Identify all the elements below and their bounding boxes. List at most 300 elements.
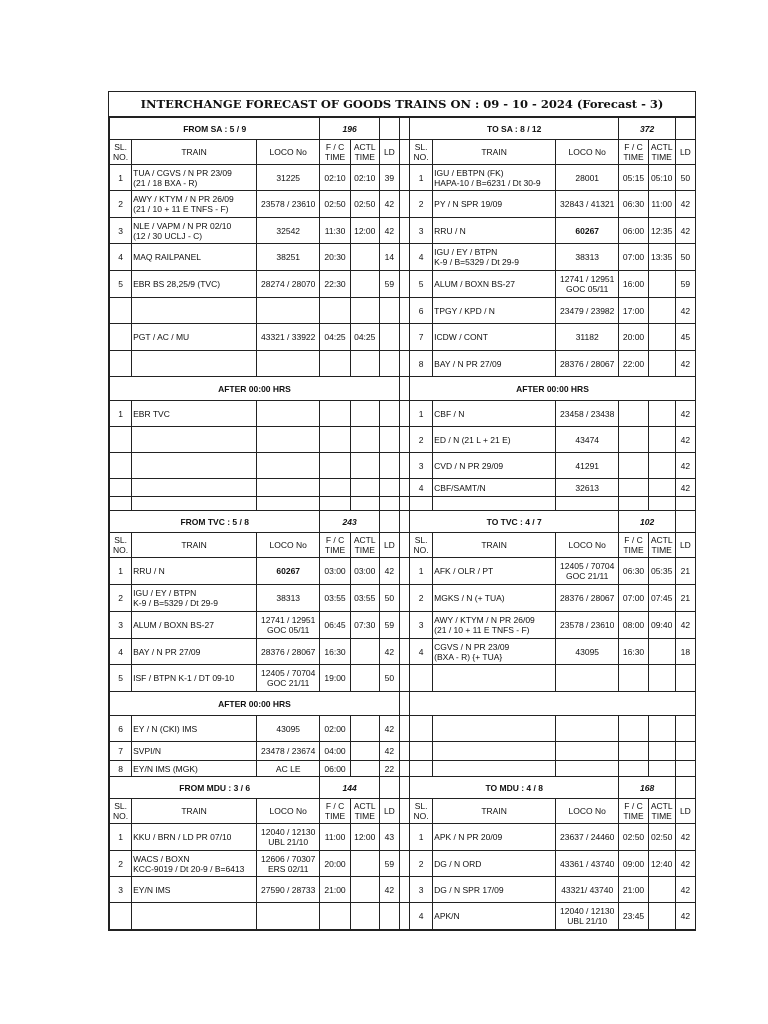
left-train-cell: PGT / AC / MU xyxy=(132,324,257,351)
right-fc-time-cell xyxy=(619,427,648,453)
left-train-cell xyxy=(132,453,257,479)
left-loco-cell xyxy=(256,453,319,479)
right-train-cell: CGVS / N PR 23/09 (BXA - R) {+ TUA} xyxy=(433,639,556,665)
gap-cell xyxy=(399,218,409,244)
left-fc-time-cell xyxy=(320,497,350,511)
left-actl-time-cell xyxy=(350,351,379,377)
left-sl-cell: 5 xyxy=(110,271,132,298)
left-actl-time-cell xyxy=(350,903,379,930)
right-actl-time-cell xyxy=(648,271,675,298)
left-ld-cell: 59 xyxy=(379,612,399,639)
left-fc-time-cell: 19:00 xyxy=(320,665,350,692)
header-loco: LOCO No xyxy=(556,140,619,165)
left-ld-cell: 22 xyxy=(379,761,399,777)
left-sl-cell xyxy=(110,351,132,377)
table-row xyxy=(110,851,696,877)
left-fc-time-cell xyxy=(320,401,350,427)
right-actl-time-cell xyxy=(648,324,675,351)
header-actl: ACTL TIME xyxy=(350,799,379,824)
left-fc-time-cell: 20:30 xyxy=(320,244,350,271)
left-fc-time-cell: 04:00 xyxy=(320,742,350,761)
right-sl-cell: 4 xyxy=(410,903,433,930)
left-ld-cell xyxy=(379,401,399,427)
left-loco-cell: 28274 / 28070 xyxy=(256,271,319,298)
right-fc-time-cell: 06:00 xyxy=(619,218,648,244)
right-sl-cell xyxy=(410,665,433,692)
left-fc-time-cell: 02:10 xyxy=(320,165,350,191)
gap-cell xyxy=(399,824,409,851)
gap-cell xyxy=(399,401,409,427)
left-actl-time-cell xyxy=(350,453,379,479)
right-sl-cell: 3 xyxy=(410,612,433,639)
section-title-left: FROM SA : 5 / 9 xyxy=(110,118,320,140)
left-loco-cell: 38251 xyxy=(256,244,319,271)
blank-cell xyxy=(675,777,695,799)
header-fc: F / C TIME xyxy=(320,140,350,165)
left-train-cell: EBR TVC xyxy=(132,401,257,427)
right-ld-cell: 50 xyxy=(675,244,695,271)
right-fc-time-cell: 16:30 xyxy=(619,639,648,665)
left-train-cell xyxy=(132,497,257,511)
right-loco-cell: 43474 xyxy=(556,427,619,453)
left-ld-cell: 42 xyxy=(379,558,399,585)
left-actl-time-cell xyxy=(350,851,379,877)
left-actl-time-cell: 03:55 xyxy=(350,585,379,612)
right-sl-cell: 4 xyxy=(410,639,433,665)
header-loco: LOCO No xyxy=(556,799,619,824)
left-loco-cell: 23578 / 23610 xyxy=(256,191,319,218)
left-train-cell xyxy=(132,479,257,497)
left-ld-cell: 42 xyxy=(379,191,399,218)
left-fc-time-cell xyxy=(320,427,350,453)
left-sl-cell xyxy=(110,497,132,511)
left-actl-time-cell: 02:50 xyxy=(350,191,379,218)
left-sl-cell xyxy=(110,298,132,324)
left-sl-cell xyxy=(110,427,132,453)
header-actl: ACTL TIME xyxy=(350,533,379,558)
right-sl-cell: 6 xyxy=(410,298,433,324)
header-loco: LOCO No xyxy=(256,799,319,824)
right-loco-cell: 41291 xyxy=(556,453,619,479)
right-actl-time-cell: 07:45 xyxy=(648,585,675,612)
gap-cell xyxy=(399,165,409,191)
header-actl: ACTL TIME xyxy=(648,799,675,824)
right-train-cell xyxy=(433,665,556,692)
right-actl-time-cell xyxy=(648,351,675,377)
gap-cell xyxy=(399,612,409,639)
left-train-cell: AWY / KTYM / N PR 26/09 (21 / 10 + 11 E TNFS - F) xyxy=(132,191,257,218)
table-row xyxy=(110,118,696,140)
table-row xyxy=(110,271,696,298)
section-total-left: 196 xyxy=(320,118,379,140)
after-label-right xyxy=(410,692,696,716)
right-actl-time-cell xyxy=(648,716,675,742)
left-actl-time-cell xyxy=(350,665,379,692)
left-actl-time-cell: 03:00 xyxy=(350,558,379,585)
right-loco-cell: 31182 xyxy=(556,324,619,351)
right-train-cell: AFK / OLR / PT xyxy=(433,558,556,585)
left-actl-time-cell xyxy=(350,742,379,761)
left-ld-cell: 42 xyxy=(379,639,399,665)
left-actl-time-cell: 12:00 xyxy=(350,218,379,244)
right-train-cell: DG / N ORD xyxy=(433,851,556,877)
header-sl: SL. NO. xyxy=(410,533,433,558)
right-sl-cell xyxy=(410,716,433,742)
right-train-cell: IGU / EY / BTPN K-9 / B=5329 / Dt 29-9 xyxy=(433,244,556,271)
left-sl-cell: 8 xyxy=(110,761,132,777)
right-fc-time-cell: 09:00 xyxy=(619,851,648,877)
left-actl-time-cell: 02:10 xyxy=(350,165,379,191)
left-fc-time-cell: 06:45 xyxy=(320,612,350,639)
left-train-cell: IGU / EY / BTPN K-9 / B=5329 / Dt 29-9 xyxy=(132,585,257,612)
right-ld-cell xyxy=(675,497,695,511)
gap-cell xyxy=(399,903,409,930)
left-train-cell: EY/N IMS xyxy=(132,877,257,903)
right-fc-time-cell: 22:00 xyxy=(619,351,648,377)
right-fc-time-cell xyxy=(619,665,648,692)
gap-cell xyxy=(399,777,409,799)
right-sl-cell: 4 xyxy=(410,244,433,271)
right-loco-cell: 12741 / 12951 GOC 05/11 xyxy=(556,271,619,298)
right-loco-cell: 32843 / 41321 xyxy=(556,191,619,218)
left-loco-cell: 43321 / 33922 xyxy=(256,324,319,351)
gap-cell xyxy=(399,324,409,351)
table-row xyxy=(110,761,696,777)
right-actl-time-cell xyxy=(648,401,675,427)
left-sl-cell xyxy=(110,479,132,497)
right-train-cell: TPGY / KPD / N xyxy=(433,298,556,324)
header-fc: F / C TIME xyxy=(619,140,648,165)
left-actl-time-cell xyxy=(350,716,379,742)
table-row xyxy=(110,377,696,401)
left-ld-cell xyxy=(379,479,399,497)
right-actl-time-cell xyxy=(648,497,675,511)
header-train: TRAIN xyxy=(132,533,257,558)
table-row xyxy=(110,165,696,191)
right-fc-time-cell: 16:00 xyxy=(619,271,648,298)
table-row xyxy=(110,558,696,585)
right-fc-time-cell: 06:30 xyxy=(619,191,648,218)
header-train: TRAIN xyxy=(132,140,257,165)
right-actl-time-cell xyxy=(648,903,675,930)
right-fc-time-cell: 20:00 xyxy=(619,324,648,351)
page-title: INTERCHANGE FORECAST OF GOODS TRAINS ON : 09 - 10 - 2024 (Forecast - 3) xyxy=(109,92,695,117)
header-train: TRAIN xyxy=(433,533,556,558)
right-ld-cell: 42 xyxy=(675,427,695,453)
right-loco-cell: 43321/ 43740 xyxy=(556,877,619,903)
forecast-sheet xyxy=(108,91,696,931)
right-loco-cell: 23578 / 23610 xyxy=(556,612,619,639)
right-actl-time-cell xyxy=(648,665,675,692)
left-loco-cell xyxy=(256,903,319,930)
left-sl-cell: 1 xyxy=(110,558,132,585)
right-actl-time-cell xyxy=(648,761,675,777)
section-title-right: TO TVC : 4 / 7 xyxy=(410,511,619,533)
left-ld-cell: 39 xyxy=(379,165,399,191)
right-ld-cell xyxy=(675,716,695,742)
gap-cell xyxy=(399,511,409,533)
right-loco-cell: 60267 xyxy=(556,218,619,244)
left-ld-cell xyxy=(379,351,399,377)
header-loco: LOCO No xyxy=(556,533,619,558)
left-ld-cell xyxy=(379,453,399,479)
left-actl-time-cell xyxy=(350,639,379,665)
right-actl-time-cell: 13:35 xyxy=(648,244,675,271)
right-fc-time-cell xyxy=(619,453,648,479)
table-row xyxy=(110,533,696,558)
right-train-cell: BAY / N PR 27/09 xyxy=(433,351,556,377)
left-actl-time-cell xyxy=(350,244,379,271)
right-train-cell: ED / N (21 L + 21 E) xyxy=(433,427,556,453)
right-ld-cell: 42 xyxy=(675,191,695,218)
right-loco-cell xyxy=(556,716,619,742)
left-train-cell xyxy=(132,427,257,453)
header-fc: F / C TIME xyxy=(320,533,350,558)
right-sl-cell: 1 xyxy=(410,165,433,191)
right-loco-cell: 43361 / 43740 xyxy=(556,851,619,877)
table-row xyxy=(110,742,696,761)
right-sl-cell xyxy=(410,497,433,511)
right-loco-cell: 28376 / 28067 xyxy=(556,351,619,377)
right-train-cell xyxy=(433,761,556,777)
right-sl-cell: 4 xyxy=(410,479,433,497)
left-actl-time-cell xyxy=(350,877,379,903)
right-sl-cell: 1 xyxy=(410,401,433,427)
right-sl-cell xyxy=(410,761,433,777)
left-actl-time-cell xyxy=(350,427,379,453)
blank-cell xyxy=(675,511,695,533)
left-actl-time-cell xyxy=(350,497,379,511)
left-train-cell: ALUM / BOXN BS-27 xyxy=(132,612,257,639)
left-ld-cell xyxy=(379,298,399,324)
table-row xyxy=(110,903,696,930)
left-loco-cell xyxy=(256,298,319,324)
left-train-cell xyxy=(132,903,257,930)
table-row xyxy=(110,351,696,377)
left-ld-cell: 59 xyxy=(379,851,399,877)
right-sl-cell: 3 xyxy=(410,877,433,903)
right-loco-cell: 38313 xyxy=(556,244,619,271)
left-loco-cell: AC LE xyxy=(256,761,319,777)
table-row xyxy=(110,511,696,533)
left-ld-cell: 42 xyxy=(379,716,399,742)
header-ld: LD xyxy=(675,799,695,824)
right-ld-cell: 42 xyxy=(675,351,695,377)
right-sl-cell: 1 xyxy=(410,824,433,851)
left-fc-time-cell xyxy=(320,479,350,497)
left-fc-time-cell xyxy=(320,298,350,324)
left-sl-cell: 2 xyxy=(110,191,132,218)
left-loco-cell xyxy=(256,427,319,453)
header-fc: F / C TIME xyxy=(619,533,648,558)
left-loco-cell: 12741 / 12951 GOC 05/11 xyxy=(256,612,319,639)
left-train-cell xyxy=(132,351,257,377)
left-fc-time-cell xyxy=(320,453,350,479)
right-actl-time-cell: 11:00 xyxy=(648,191,675,218)
blank-cell xyxy=(379,511,399,533)
header-sl: SL. NO. xyxy=(410,140,433,165)
table-row xyxy=(110,585,696,612)
right-train-cell: APK / N PR 20/09 xyxy=(433,824,556,851)
left-train-cell xyxy=(132,298,257,324)
right-actl-time-cell xyxy=(648,877,675,903)
section-total-right: 102 xyxy=(619,511,675,533)
gap-cell xyxy=(399,742,409,761)
left-sl-cell: 2 xyxy=(110,851,132,877)
right-loco-cell: 23458 / 23438 xyxy=(556,401,619,427)
header-ld: LD xyxy=(379,533,399,558)
blank-cell xyxy=(675,118,695,140)
right-loco-cell: 12405 / 70704 GOC 21/11 xyxy=(556,558,619,585)
left-train-cell: EBR BS 28,25/9 (TVC) xyxy=(132,271,257,298)
blank-cell xyxy=(379,118,399,140)
right-fc-time-cell: 07:00 xyxy=(619,585,648,612)
after-label-left: AFTER 00:00 HRS xyxy=(110,377,400,401)
header-actl: ACTL TIME xyxy=(648,533,675,558)
left-actl-time-cell xyxy=(350,271,379,298)
table-row xyxy=(110,497,696,511)
left-actl-time-cell: 12:00 xyxy=(350,824,379,851)
right-ld-cell: 42 xyxy=(675,877,695,903)
gap-cell xyxy=(399,118,409,140)
left-loco-cell xyxy=(256,351,319,377)
left-fc-time-cell: 03:00 xyxy=(320,558,350,585)
right-actl-time-cell xyxy=(648,427,675,453)
right-train-cell xyxy=(433,716,556,742)
right-loco-cell xyxy=(556,761,619,777)
left-fc-time-cell xyxy=(320,351,350,377)
left-ld-cell: 42 xyxy=(379,218,399,244)
right-train-cell: RRU / N xyxy=(433,218,556,244)
section-total-right: 372 xyxy=(619,118,675,140)
gap-cell xyxy=(399,716,409,742)
table-row xyxy=(110,877,696,903)
header-loco: LOCO No xyxy=(256,533,319,558)
blank-cell xyxy=(379,777,399,799)
right-fc-time-cell: 17:00 xyxy=(619,298,648,324)
table-row xyxy=(110,692,696,716)
right-actl-time-cell: 09:40 xyxy=(648,612,675,639)
gap-cell xyxy=(399,692,409,716)
right-ld-cell: 50 xyxy=(675,165,695,191)
gap-cell xyxy=(399,558,409,585)
header-loco: LOCO No xyxy=(256,140,319,165)
header-ld: LD xyxy=(379,799,399,824)
gap-cell xyxy=(399,639,409,665)
right-ld-cell: 42 xyxy=(675,851,695,877)
left-sl-cell: 2 xyxy=(110,585,132,612)
right-actl-time-cell: 05:35 xyxy=(648,558,675,585)
left-loco-cell: 12040 / 12130 UBL 21/10 xyxy=(256,824,319,851)
right-ld-cell xyxy=(675,742,695,761)
gap-cell xyxy=(399,244,409,271)
left-loco-cell: 32542 xyxy=(256,218,319,244)
right-loco-cell: 43095 xyxy=(556,639,619,665)
right-train-cell: ICDW / CONT xyxy=(433,324,556,351)
left-fc-time-cell: 06:00 xyxy=(320,761,350,777)
gap-cell xyxy=(399,298,409,324)
table-row xyxy=(110,453,696,479)
left-loco-cell xyxy=(256,479,319,497)
left-fc-time-cell: 02:50 xyxy=(320,191,350,218)
right-sl-cell: 2 xyxy=(410,585,433,612)
left-loco-cell: 60267 xyxy=(256,558,319,585)
right-actl-time-cell xyxy=(648,742,675,761)
right-sl-cell xyxy=(410,742,433,761)
right-fc-time-cell: 06:30 xyxy=(619,558,648,585)
right-ld-cell: 42 xyxy=(675,824,695,851)
right-fc-time-cell xyxy=(619,716,648,742)
section-title-left: FROM MDU : 3 / 6 xyxy=(110,777,320,799)
left-loco-cell: 12405 / 70704 GOC 21/11 xyxy=(256,665,319,692)
right-loco-cell: 28376 / 28067 xyxy=(556,585,619,612)
right-ld-cell xyxy=(675,665,695,692)
right-train-cell: ALUM / BOXN BS-27 xyxy=(433,271,556,298)
right-train-cell: MGKS / N (+ TUA) xyxy=(433,585,556,612)
left-sl-cell: 7 xyxy=(110,742,132,761)
right-fc-time-cell xyxy=(619,497,648,511)
gap-cell xyxy=(399,453,409,479)
right-ld-cell: 21 xyxy=(675,585,695,612)
right-train-cell: AWY / KTYM / N PR 26/09 (21 / 10 + 11 E TNFS - F) xyxy=(433,612,556,639)
left-sl-cell xyxy=(110,903,132,930)
right-sl-cell: 2 xyxy=(410,427,433,453)
right-fc-time-cell xyxy=(619,479,648,497)
left-fc-time-cell xyxy=(320,903,350,930)
left-fc-time-cell: 03:55 xyxy=(320,585,350,612)
after-label-left: AFTER 00:00 HRS xyxy=(110,692,400,716)
left-sl-cell: 3 xyxy=(110,612,132,639)
left-ld-cell xyxy=(379,497,399,511)
left-loco-cell: 27590 / 28733 xyxy=(256,877,319,903)
left-fc-time-cell: 02:00 xyxy=(320,716,350,742)
left-fc-time-cell: 11:30 xyxy=(320,218,350,244)
right-loco-cell: 23637 / 24460 xyxy=(556,824,619,851)
section-total-right: 168 xyxy=(619,777,675,799)
right-train-cell xyxy=(433,497,556,511)
gap-cell xyxy=(399,665,409,692)
right-ld-cell: 42 xyxy=(675,218,695,244)
right-actl-time-cell: 05:10 xyxy=(648,165,675,191)
left-train-cell: EY / N (CKI) IMS xyxy=(132,716,257,742)
table-row xyxy=(110,218,696,244)
left-actl-time-cell: 07:30 xyxy=(350,612,379,639)
section-title-right: TO MDU : 4 / 8 xyxy=(410,777,619,799)
right-actl-time-cell xyxy=(648,453,675,479)
section-title-left: FROM TVC : 5 / 8 xyxy=(110,511,320,533)
table-row xyxy=(110,479,696,497)
gap-cell xyxy=(399,377,409,401)
left-actl-time-cell xyxy=(350,479,379,497)
left-train-cell: EY/N IMS (MGK) xyxy=(132,761,257,777)
left-train-cell: BAY / N PR 27/09 xyxy=(132,639,257,665)
gap-cell xyxy=(399,877,409,903)
gap-cell xyxy=(399,427,409,453)
left-ld-cell: 50 xyxy=(379,585,399,612)
left-sl-cell: 1 xyxy=(110,165,132,191)
header-sl: SL. NO. xyxy=(110,140,132,165)
right-sl-cell: 3 xyxy=(410,453,433,479)
right-fc-time-cell: 07:00 xyxy=(619,244,648,271)
right-sl-cell: 2 xyxy=(410,851,433,877)
right-ld-cell: 42 xyxy=(675,401,695,427)
left-actl-time-cell: 04:25 xyxy=(350,324,379,351)
right-fc-time-cell: 02:50 xyxy=(619,824,648,851)
gap-cell xyxy=(399,533,409,558)
right-actl-time-cell xyxy=(648,298,675,324)
right-actl-time-cell xyxy=(648,639,675,665)
right-ld-cell: 42 xyxy=(675,298,695,324)
